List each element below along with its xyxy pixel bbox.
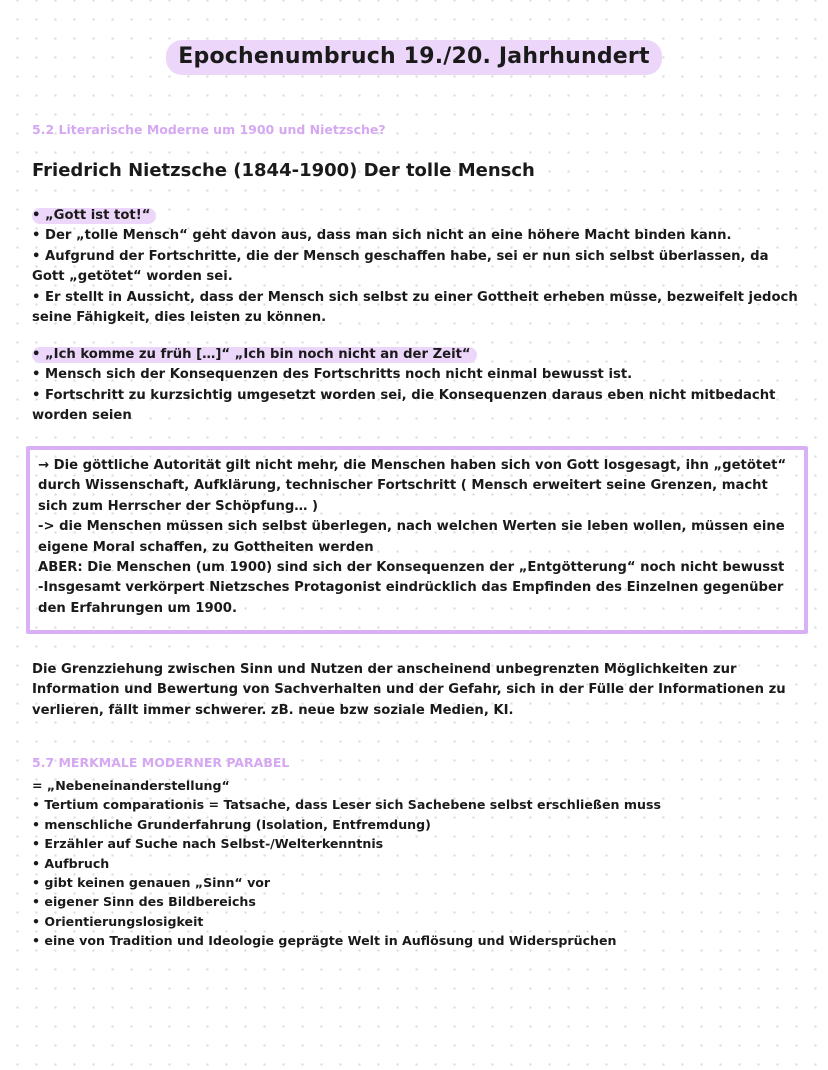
list-item: • gibt keinen genauen „Sinn“ vor bbox=[32, 875, 271, 891]
god-is-dead-group bbox=[32, 206, 802, 328]
highlight-quote: • „Gott ist tot!“ bbox=[32, 208, 156, 224]
box-line: → Die göttliche Autorität gilt nicht mehr, die Menschen haben sich von Gott losgesagt, ihn „getötet“ durch Wissenschaft, Aufklärung, technischer Fortschritt ( Mensch erweitert seine Grenzen, macht sich zum Herrscher der Schöpfung… ) bbox=[38, 458, 787, 514]
highlight-quote: • „Ich komme zu früh […]“ „Ich bin noch nicht an der Zeit“ bbox=[32, 347, 477, 363]
box-line: ABER: Die Menschen (um 1900) sind sich der Konsequenzen der „Entgötterung“ noch nicht bewusst bbox=[38, 560, 785, 576]
highlight-line bbox=[32, 206, 802, 226]
bullet-line: • Der „tolle Mensch“ geht davon aus, dass man sich nicht an eine höhere Macht binden kann. bbox=[32, 228, 732, 244]
section-heading-literary-modernism: 5.2 Literarische Moderne um 1900 und Nietzsche? bbox=[32, 122, 386, 137]
highlight-line bbox=[32, 345, 802, 365]
summary-box bbox=[26, 446, 808, 634]
bullet-line: • Er stellt in Aussicht, dass der Mensch sich selbst zu einer Gottheit erheben müsse, bezweifelt jedoch seine Fähigkeit, dies leisten zu können. bbox=[32, 289, 798, 326]
box-line: -Insgesamt verkörpert Nietzsches Protagonist eindrücklich das Empfinden des Einzelnen gegenüber den Erfahrungen um 1900. bbox=[38, 580, 784, 616]
list-item: • Erzähler auf Suche nach Selbst-/Welterkenntnis bbox=[32, 836, 384, 852]
list-item: • Aufbruch bbox=[32, 855, 110, 871]
list-item: • Orientierungslosigkeit bbox=[32, 913, 204, 929]
bullet-line: • Aufgrund der Fortschritte, die der Mensch geschaffen habe, sei er nun sich selbst überlassen, da Gott „getötet“ worden sei. bbox=[32, 248, 769, 285]
paragraph-text: Die Grenzziehung zwischen Sinn und Nutzen der anscheinend unbegrenzten Möglichkeiten zur Information und Bewertung von Sachverhalten und der Gefahr, sich in der Fülle der Informationen zu verlieren, fällt immer schwerer. zB. neue bzw soziale Medien, KI. bbox=[32, 662, 786, 718]
bullet-line: • Fortschritt zu kurzsichtig umgesetzt worden sei, die Konsequenzen daraus eben nicht mitbedacht worden seien bbox=[32, 387, 776, 424]
title-area bbox=[0, 40, 828, 75]
list-item: • menschliche Grunderfahrung (Isolation, Entfremdung) bbox=[32, 816, 431, 832]
box-line: -> die Menschen müssen sich selbst überlegen, nach welchen Werten sie leben wollen, müssen eine eigene Moral schaffen, zu Gottheiten werden bbox=[38, 519, 785, 555]
bullet-line: • Mensch sich der Konsequenzen des Fortschritts noch nicht einmal bewusst ist. bbox=[32, 367, 633, 383]
list-item: = „Nebeneinanderstellung“ bbox=[32, 778, 230, 793]
list-item: • eigener Sinn des Bildbereichs bbox=[32, 894, 256, 910]
too-early-group bbox=[32, 345, 802, 427]
information-paragraph bbox=[32, 660, 802, 721]
nietzsche-subtitle: Friedrich Nietzsche (1844-1900) Der tolle Mensch bbox=[32, 160, 535, 181]
section-heading-parable: 5.7 MERKMALE MODERNER PARABEL bbox=[32, 755, 290, 770]
list-item: • eine von Tradition und Ideologie geprägte Welt in Auflösung und Widersprüchen bbox=[32, 933, 617, 949]
page-title: Epochenumbruch 19./20. Jahrhundert bbox=[166, 40, 661, 75]
parable-features-list bbox=[32, 776, 792, 951]
list-item: • Tertium comparationis = Tatsache, dass Leser sich Sachebene selbst erschließen muss bbox=[32, 797, 661, 813]
